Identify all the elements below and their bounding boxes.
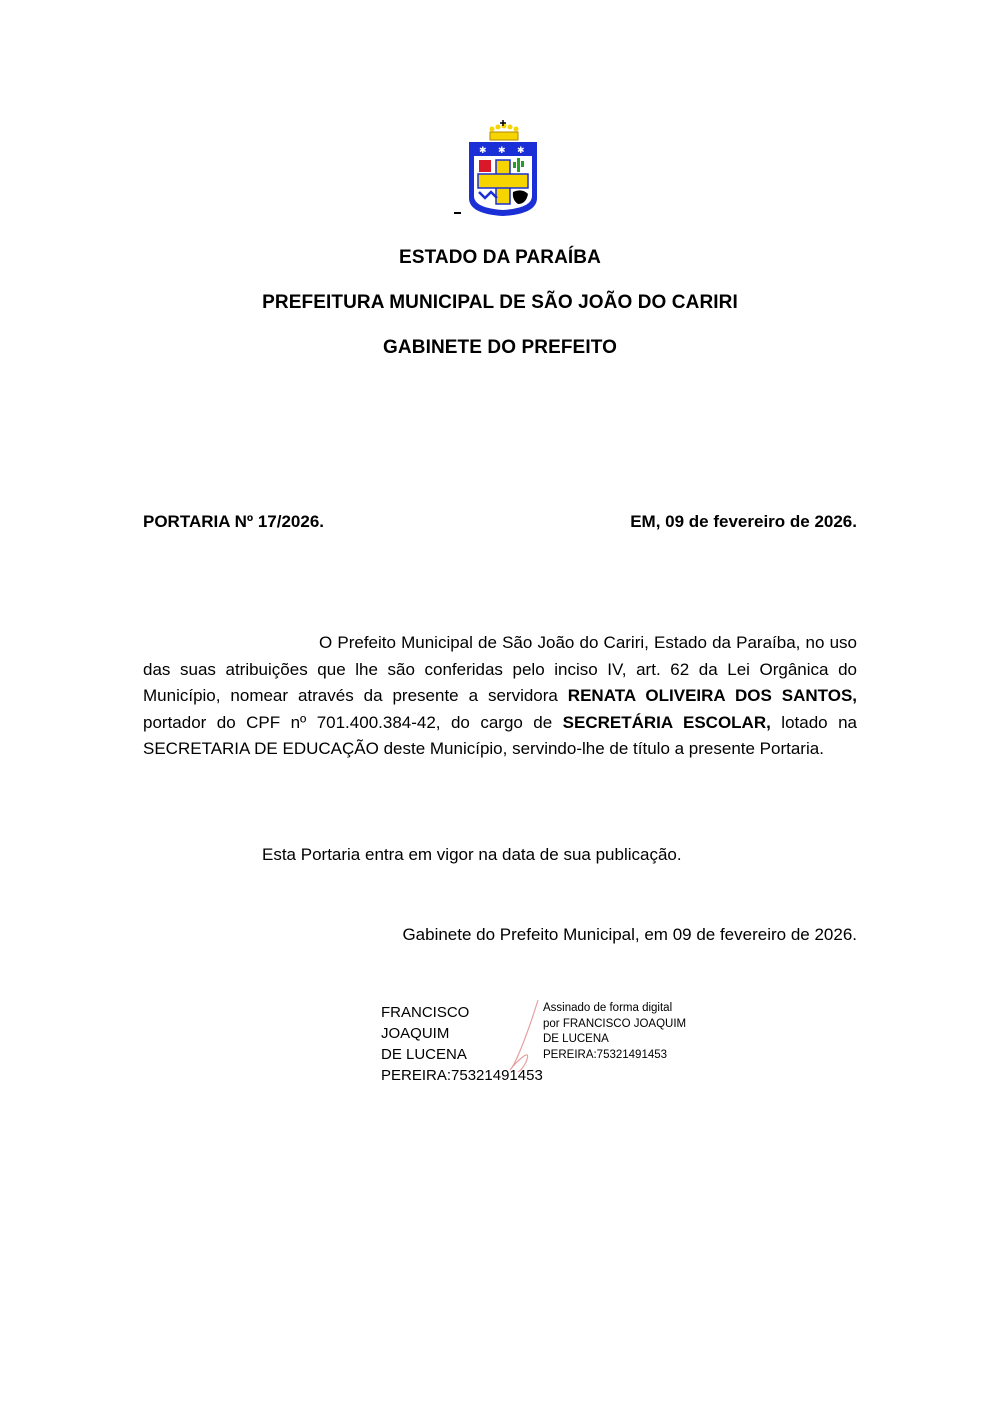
svg-text:✱: ✱ bbox=[498, 146, 506, 156]
closing-line: Gabinete do Prefeito Municipal, em 09 de fevereiro de 2026. bbox=[402, 925, 857, 944]
portaria-number: PORTARIA Nº 17/2026. bbox=[143, 512, 324, 531]
signer-name-line-1: FRANCISCO JOAQUIM bbox=[381, 1004, 470, 1042]
body-rest: lotado na SECRETARIA DE EDUCAÇÃO deste Município, servindo-lhe de título a presente Portaria. bbox=[143, 712, 857, 758]
employee-position: SECRETÁRIA ESCOLAR, bbox=[562, 712, 771, 732]
header-prefecture: PREFEITURA MUNICIPAL DE SÃO JOÃO DO CARIRI bbox=[262, 292, 738, 313]
decorative-dash bbox=[454, 212, 461, 214]
portaria-date: EM, 09 de fevereiro de 2026. bbox=[630, 512, 857, 531]
employee-name: RENATA OLIVEIRA DOS SANTOS, bbox=[567, 686, 857, 705]
digital-line-4: PEREIRA:75321491453 bbox=[543, 1048, 668, 1061]
body-cpf: portador do CPF nº 701.400.384-42, do cargo de bbox=[143, 712, 563, 732]
vigor-statement: Esta Portaria entra em vigor na data de sua publicação. bbox=[262, 845, 682, 864]
coat-of-arms-icon bbox=[466, 120, 540, 218]
signer-name-line-2: DE LUCENA bbox=[381, 1046, 467, 1063]
svg-text:✱: ✱ bbox=[517, 146, 525, 156]
digital-line-1: Assinado de forma digital bbox=[543, 1002, 673, 1014]
svg-text:✱: ✱ bbox=[479, 146, 487, 156]
body-paragraph bbox=[143, 630, 857, 763]
digital-line-3: DE LUCENA bbox=[543, 1033, 609, 1045]
body-intro: O Prefeito Municipal de São João do Cariri, Estado da Paraíba, no uso das suas atribuições que lhe são conferidas pelo inciso IV, art. 62 da Lei Orgânica do Município, nomear através da presente a servidora bbox=[143, 633, 857, 705]
signer-name bbox=[381, 1002, 541, 1086]
signer-name-line-3: PEREIRA:75321491453 bbox=[381, 1067, 543, 1084]
header-office: GABINETE DO PREFEITO bbox=[383, 337, 617, 358]
digital-signature-info bbox=[543, 1001, 703, 1063]
digital-line-2: por FRANCISCO JOAQUIM bbox=[543, 1017, 687, 1030]
header-state: ESTADO DA PARAÍBA bbox=[399, 247, 601, 268]
